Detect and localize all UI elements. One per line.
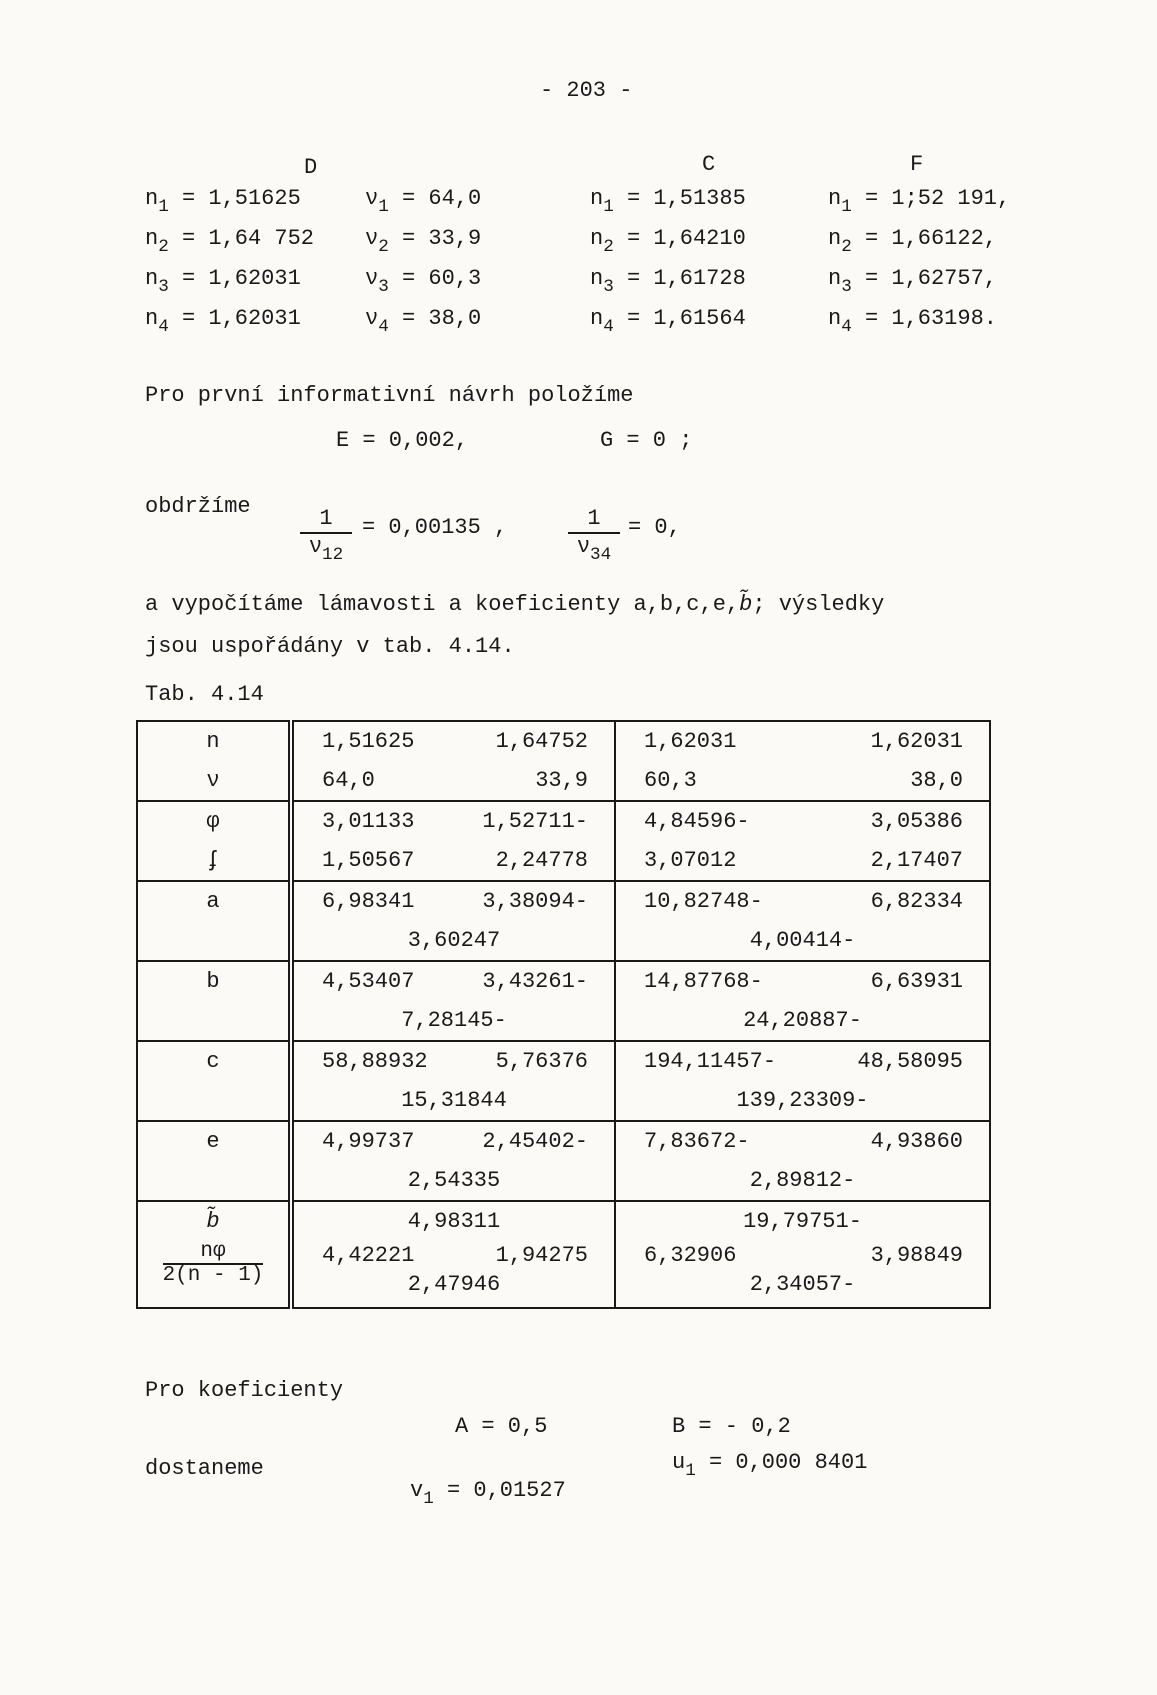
value-pair	[294, 882, 614, 921]
sum-value: 2,89812-	[749, 1168, 856, 1193]
refractive-index-row	[145, 186, 301, 218]
n-symbol: n	[828, 306, 842, 331]
n-symbol: n	[828, 186, 842, 211]
row-label-cell	[137, 1041, 291, 1121]
n-value: = 1,63198.	[864, 306, 997, 331]
n-value: = 1,62757,	[864, 266, 997, 291]
b-tilde-symbol: b̃	[739, 592, 753, 617]
fraction-nu34-value: = 0,	[628, 515, 681, 540]
row-label-cell	[137, 961, 291, 1041]
subscript: 1	[378, 197, 389, 218]
page-number: - 203 -	[540, 78, 633, 103]
subscript: 2	[378, 237, 389, 258]
row-label-spacer	[138, 1161, 288, 1200]
n-value: = 1,66122,	[864, 226, 997, 251]
value-pair	[616, 1042, 989, 1081]
table-row	[137, 881, 990, 961]
abbe-number-row	[365, 266, 482, 298]
subscript: 3	[603, 277, 614, 298]
abbe-number-row	[365, 226, 482, 258]
fraction-numerator: nφ	[163, 1241, 264, 1265]
table-value: 38,0	[910, 768, 963, 793]
right-lens-cell	[615, 881, 990, 961]
coefficients-label: Pro koeficienty	[145, 1378, 344, 1403]
value-pair	[294, 722, 614, 761]
value-pair	[616, 882, 989, 921]
row-label: b	[206, 969, 220, 994]
table-value: 3,38094-	[482, 889, 588, 914]
sum-value: 2,47946	[407, 1272, 501, 1297]
n-value: = 1,64210	[626, 226, 746, 251]
subscript: 12	[322, 545, 344, 566]
subscript: 34	[590, 545, 612, 566]
row-label: a	[206, 889, 220, 914]
table-value: 64,0	[322, 768, 375, 793]
glass-f-label: F	[910, 152, 924, 177]
v1-value: = 0,01527	[446, 1478, 566, 1503]
nu-value: = 38,0	[401, 306, 482, 331]
nu-value: = 60,3	[401, 266, 482, 291]
row-label: b̃	[206, 1209, 220, 1234]
left-lens-cell	[291, 721, 615, 801]
results-table	[136, 720, 991, 1309]
row-label-spacer	[138, 1001, 288, 1040]
row-label-cell	[137, 801, 291, 881]
fraction-nu12	[300, 506, 352, 566]
abbe-number-row	[365, 186, 482, 218]
value-pair	[616, 841, 989, 880]
u1-value: = 0,000 8401	[708, 1450, 868, 1475]
subscript: 4	[603, 317, 614, 338]
b-tilde-value: 4,98311	[407, 1209, 501, 1234]
right-lens-cell	[615, 961, 990, 1041]
n-value: = 1,51385	[626, 186, 746, 211]
value-pair	[616, 761, 989, 800]
table-value: 6,82334	[870, 889, 963, 914]
sum-value: 7,28145-	[401, 1008, 507, 1033]
row-label: ν	[206, 768, 220, 793]
table-value: 3,05386	[870, 809, 963, 834]
right-lens-cell	[615, 801, 990, 881]
nu-symbol: ν	[576, 534, 591, 559]
b-tilde-value: 19,79751-	[743, 1209, 862, 1234]
row-label: c	[206, 1049, 220, 1074]
nu-symbol: ν	[308, 534, 323, 559]
table-row	[137, 721, 990, 801]
glass-d-label: D	[304, 155, 318, 180]
table-value: 1,51625	[322, 729, 415, 754]
obtain-label: obdržíme	[145, 494, 251, 519]
fraction-nu12-value: = 0,00135 ,	[362, 515, 508, 540]
value-pair	[616, 1241, 989, 1271]
sum-value: 2,34057-	[749, 1272, 856, 1297]
n-symbol: n	[145, 266, 159, 291]
n-symbol: n	[145, 226, 159, 251]
row-label-cell	[137, 721, 291, 801]
abbe-number-row	[365, 306, 482, 338]
n-symbol: n	[590, 306, 604, 331]
n-symbol: n	[590, 186, 604, 211]
row-label-spacer	[138, 921, 288, 960]
left-lens-cell	[291, 961, 615, 1041]
table-value: 2,24778	[495, 848, 588, 873]
table-value: 10,82748-	[644, 889, 763, 914]
row-label: φ	[206, 809, 220, 834]
value-pair	[294, 1042, 614, 1081]
table-row	[137, 1041, 990, 1121]
subscript: 2	[841, 237, 852, 258]
n-value: = 1,61728	[626, 266, 746, 291]
paragraph-text-end: ; výsledky	[752, 592, 885, 617]
table-value: 1,50567	[322, 848, 415, 873]
sum-value: 139,23309-	[736, 1088, 869, 1113]
n-value: = 1,62031	[181, 306, 301, 331]
table-value: 3,98849	[870, 1243, 963, 1268]
table-value: 3,01133	[322, 809, 415, 834]
table-caption: Tab. 4.14	[145, 682, 264, 707]
nu-symbol: ν	[365, 306, 379, 331]
refractive-index-row	[590, 306, 746, 338]
value-pair	[616, 1122, 989, 1161]
subscript: 4	[841, 317, 852, 338]
table-value: 14,87768-	[644, 969, 763, 994]
value-pair	[294, 962, 614, 1001]
refractive-index-row	[828, 186, 1011, 218]
value-pair	[616, 962, 989, 1001]
refractive-index-row	[590, 266, 746, 298]
obtain-label-2: dostaneme	[145, 1456, 264, 1481]
left-lens-cell	[291, 1041, 615, 1121]
left-lens-cell	[291, 801, 615, 881]
value-pair	[294, 1241, 614, 1271]
right-lens-cell	[615, 1121, 990, 1201]
value-pair	[294, 1122, 614, 1161]
value-pair	[616, 722, 989, 761]
table-value: 33,9	[535, 768, 588, 793]
row-label-spacer	[138, 1081, 288, 1120]
n-value: = 1,62031	[181, 266, 301, 291]
table-value: 60,3	[644, 768, 697, 793]
table-value: 194,11457-	[644, 1049, 777, 1074]
value-pair	[294, 761, 614, 800]
table-value: 5,76376	[495, 1049, 588, 1074]
table-value: 1,64752	[495, 729, 588, 754]
b-equation: B = - 0,2	[672, 1414, 791, 1439]
table-row	[137, 961, 990, 1041]
n-value: = 1,64 752	[181, 226, 314, 251]
nu-symbol: ν	[365, 266, 379, 291]
paragraph-line-1	[145, 592, 884, 617]
table-row	[137, 1201, 990, 1308]
fraction-nu34	[568, 506, 620, 566]
value-pair	[616, 802, 989, 841]
a-equation: A = 0,5	[455, 1414, 548, 1439]
fraction-label	[138, 1241, 288, 1307]
sum-value: 24,20887-	[743, 1008, 862, 1033]
nu-symbol: ν	[365, 186, 379, 211]
sum-value: 4,00414-	[749, 928, 856, 953]
n-value: = 1,51625	[181, 186, 301, 211]
subscript: 1	[841, 197, 852, 218]
n-value: = 1;52 191,	[864, 186, 1011, 211]
refractive-index-row	[828, 226, 997, 258]
value-pair	[294, 802, 614, 841]
table-value: 3,43261-	[482, 969, 588, 994]
e-equation: E = 0,002,	[336, 428, 469, 453]
sum-value: 2,54335	[407, 1168, 501, 1193]
n-symbol: n	[590, 226, 604, 251]
n-symbol: n	[145, 186, 159, 211]
paragraph-line-2: jsou uspořádány v tab. 4.14.	[145, 634, 515, 659]
subscript: 4	[158, 317, 169, 338]
fraction-denominator: 2(n - 1)	[162, 1264, 264, 1287]
n-symbol: n	[828, 226, 842, 251]
v-symbol: v	[410, 1478, 424, 1503]
n-value: = 1,61564	[626, 306, 746, 331]
right-lens-cell	[615, 1041, 990, 1121]
subscript: 2	[603, 237, 614, 258]
row-label-cell	[137, 881, 291, 961]
table-value: 48,58095	[857, 1049, 963, 1074]
table-value: 6,63931	[870, 969, 963, 994]
nu-symbol: ν	[365, 226, 379, 251]
u1-equation	[672, 1450, 868, 1482]
subscript: 2	[158, 237, 169, 258]
table-value: 4,42221	[322, 1243, 415, 1268]
left-lens-cell	[291, 881, 615, 961]
table-value: 6,98341	[322, 889, 415, 914]
subscript: 3	[378, 277, 389, 298]
glass-c-label: C	[702, 152, 716, 177]
table-value: 2,17407	[870, 848, 963, 873]
refractive-index-row	[145, 266, 301, 298]
subscript: 1	[158, 197, 169, 218]
table-value: 1,52711-	[482, 809, 588, 834]
left-lens-cell	[291, 1201, 615, 1308]
fraction-denominator	[568, 534, 620, 566]
table-value: 2,45402-	[482, 1129, 588, 1154]
fraction-numerator: 1	[300, 506, 352, 534]
sum-value: 3,60247	[407, 928, 501, 953]
subscript: 1	[603, 197, 614, 218]
table-row	[137, 801, 990, 881]
n-symbol: n	[145, 306, 159, 331]
table-value: 4,53407	[322, 969, 415, 994]
table-value: 6,32906	[644, 1243, 737, 1268]
nu-value: = 33,9	[401, 226, 482, 251]
table-value: 4,84596-	[644, 809, 750, 834]
refractive-index-row	[145, 226, 314, 258]
nu-value: = 64,0	[401, 186, 482, 211]
row-label: n	[206, 729, 220, 754]
subscript: 1	[685, 1461, 696, 1482]
u-symbol: u	[672, 1450, 686, 1475]
sum-value: 15,31844	[401, 1088, 507, 1113]
n-symbol: n	[828, 266, 842, 291]
table-value: 7,83672-	[644, 1129, 750, 1154]
row-label: e	[206, 1129, 220, 1154]
fraction-denominator	[300, 534, 352, 566]
refractive-index-row	[145, 306, 301, 338]
right-lens-cell	[615, 721, 990, 801]
left-lens-cell	[291, 1121, 615, 1201]
fraction-n-phi	[163, 1241, 264, 1287]
subscript: 4	[378, 317, 389, 338]
g-equation: G = 0 ;	[600, 428, 693, 453]
refractive-index-row	[828, 266, 997, 298]
row-label-cell	[137, 1121, 291, 1201]
subscript: 1	[423, 1489, 434, 1510]
value-pair	[294, 841, 614, 880]
subscript: 3	[158, 277, 169, 298]
row-label: ʄ	[206, 848, 220, 873]
subscript: 3	[841, 277, 852, 298]
paragraph-text: a vypočítáme lámavosti a koeficienty a,b,c,e,	[145, 592, 740, 617]
table-value: 3,07012	[644, 848, 737, 873]
fraction-numerator: 1	[568, 506, 620, 534]
table-value: 1,94275	[495, 1243, 588, 1268]
table-row	[137, 1121, 990, 1201]
n-symbol: n	[590, 266, 604, 291]
table-value: 58,88932	[322, 1049, 428, 1074]
v1-equation	[410, 1478, 566, 1510]
refractive-index-row	[590, 226, 746, 258]
refractive-index-row	[828, 306, 997, 338]
refractive-index-row	[590, 186, 746, 218]
intro-text: Pro první informativní návrh položíme	[145, 383, 634, 408]
table-value: 4,93860	[870, 1129, 963, 1154]
right-lens-cell	[615, 1201, 990, 1308]
table-value: 1,62031	[644, 729, 737, 754]
row-label-cell	[137, 1201, 291, 1308]
table-value: 4,99737	[322, 1129, 415, 1154]
table-value: 1,62031	[870, 729, 963, 754]
